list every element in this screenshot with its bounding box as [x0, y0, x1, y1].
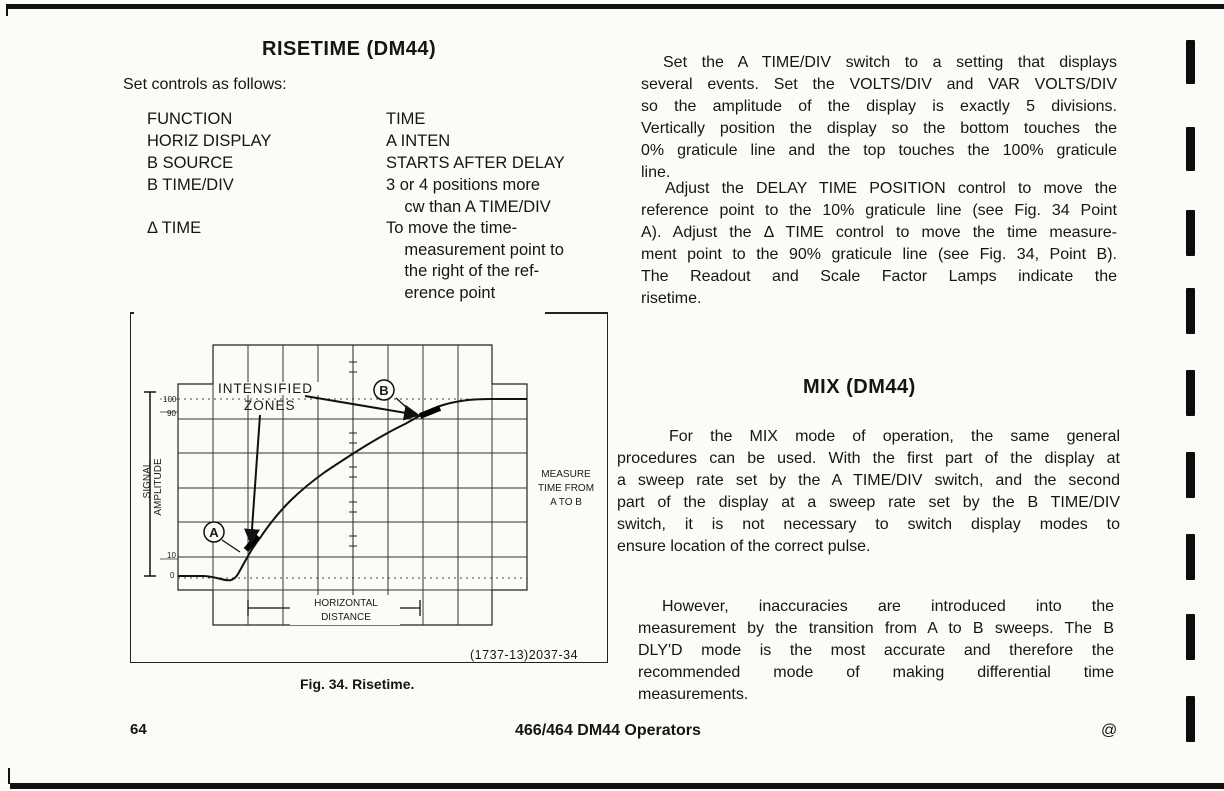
paragraph-line: ment point to the 90% graticule line (see Fig. 34, Point B).: [641, 246, 1117, 263]
zones-label: ZONES: [244, 398, 296, 413]
intensified-leader-a: [251, 415, 260, 543]
paragraph-line: However, inaccuracies are introduced into the: [662, 598, 1114, 615]
control-value: erence point: [386, 283, 496, 302]
tick-label-10: 10: [167, 551, 176, 560]
paragraph-line: part of the display at a sweep rate set by the B TIME/DIV: [617, 494, 1120, 511]
index-tab: [1186, 40, 1195, 84]
page-number: 64: [130, 721, 147, 738]
y-axis-label-signal: SIGNAL: [142, 461, 153, 499]
index-tab: [1186, 452, 1195, 498]
paragraph-mix-procedure: [617, 426, 1120, 558]
index-tab: [1186, 534, 1195, 580]
paragraph-line: Adjust the DELAY TIME POSITION control to move the: [665, 180, 1117, 197]
control-value: the right of the ref-: [386, 262, 540, 280]
index-tab: [1186, 614, 1195, 660]
paragraph-line: so the amplitude of the display is exactly 5 divisions.: [641, 98, 1117, 115]
control-label: B SOURCE: [147, 154, 234, 172]
paragraph-line: A). Adjust the Δ TIME control to move the time measure-: [641, 224, 1117, 241]
paragraph-line: Set the A TIME/DIV switch to a setting that displays: [663, 54, 1117, 71]
control-label: FUNCTION: [147, 110, 233, 128]
tick-label-100: 100: [163, 395, 177, 404]
paragraph-line: procedures can be used. With the first part of the display at: [617, 450, 1120, 467]
control-value: cw than A TIME/DIV: [386, 197, 551, 216]
figure-caption: Fig. 34. Risetime.: [300, 676, 415, 692]
index-tab: [1186, 127, 1195, 171]
paragraph-line: recommended mode of making differential time: [638, 664, 1114, 681]
bottom-rule: [10, 783, 1224, 789]
distance-label-2: DISTANCE: [321, 612, 371, 623]
risetime-title: RISETIME (DM44): [262, 38, 437, 60]
point-a-leader: [222, 540, 240, 552]
paragraph-line: reference point to the 10% graticule line (see Fig. 34 Point: [641, 202, 1117, 219]
tick-label-90: 90: [167, 409, 176, 418]
paragraph-line: several events. Set the VOLTS/DIV and VAR VOLTS/DIV: [641, 76, 1117, 93]
index-tab: [1186, 210, 1195, 256]
tick-label-0: 0: [170, 571, 175, 580]
y-axis-label-amplitude: AMPLITUDE: [153, 458, 164, 516]
bottom-left-tick: [8, 768, 10, 784]
index-tab: [1186, 288, 1195, 334]
intensified-label: INTENSIFIED: [218, 381, 314, 396]
index-tab: [1186, 370, 1195, 416]
top-left-tick: [6, 4, 8, 16]
paragraph-line: ensure location of the correct pulse.: [617, 538, 871, 555]
index-tab: [1186, 696, 1195, 742]
point-b-label: B: [379, 383, 389, 398]
control-value: TIME: [386, 110, 426, 128]
distance-label-1: HORIZONTAL: [314, 598, 378, 609]
paragraph-line: measurement by the transition from A to B sweeps. The B: [638, 620, 1114, 637]
mix-title: MIX (DM44): [803, 376, 916, 398]
top-rule: [6, 4, 1224, 9]
paragraph-line: DLY'D mode is the most accurate and therefore the: [638, 642, 1114, 659]
control-value: STARTS AFTER DELAY: [386, 154, 565, 172]
control-value: measurement point to: [386, 240, 564, 259]
control-label: B TIME/DIV: [147, 176, 234, 194]
paragraph-volts-setup: [641, 52, 1117, 184]
control-label: Δ TIME: [147, 219, 202, 237]
paragraph-inaccuracies: [638, 596, 1114, 706]
manual-title: 466/464 DM44 Operators: [515, 722, 701, 739]
control-value: To move the time-: [386, 219, 518, 237]
revision-mark: @: [1101, 722, 1118, 739]
control-value: 3 or 4 positions more: [386, 176, 541, 194]
paragraph-line: risetime.: [641, 290, 702, 307]
control-label: HORIZ DISPLAY: [147, 132, 272, 150]
paragraph-line: switch, it is not necessary to switch display modes to: [617, 516, 1120, 533]
paragraph-line: line.: [641, 164, 671, 181]
paragraph-line: a sweep rate set by the A TIME/DIV switch, and the second: [617, 472, 1120, 489]
measure-label-1: MEASURE: [541, 469, 591, 480]
control-value: A INTEN: [386, 132, 451, 150]
figure-id: (1737-13)2037-34: [470, 648, 579, 662]
risetime-diagram: [130, 312, 606, 662]
center-axis-ticks: [349, 345, 357, 625]
paragraph-line: measurements.: [638, 686, 749, 703]
measure-label-2: TIME FROM: [537, 483, 595, 494]
paragraph-line: For the MIX mode of operation, the same general: [669, 428, 1120, 445]
paragraph-delay-adjust: [641, 178, 1117, 310]
controls-intro: Set controls as follows:: [123, 76, 287, 93]
point-a-label: A: [209, 525, 219, 540]
paragraph-line: Vertically position the display so the bottom touches the: [641, 120, 1117, 137]
paragraph-line: 0% graticule line and the top touches the 100% graticule: [641, 142, 1117, 159]
measure-label-3: A TO B: [550, 497, 582, 508]
paragraph-line: The Readout and Scale Factor Lamps indicate the: [641, 268, 1117, 285]
